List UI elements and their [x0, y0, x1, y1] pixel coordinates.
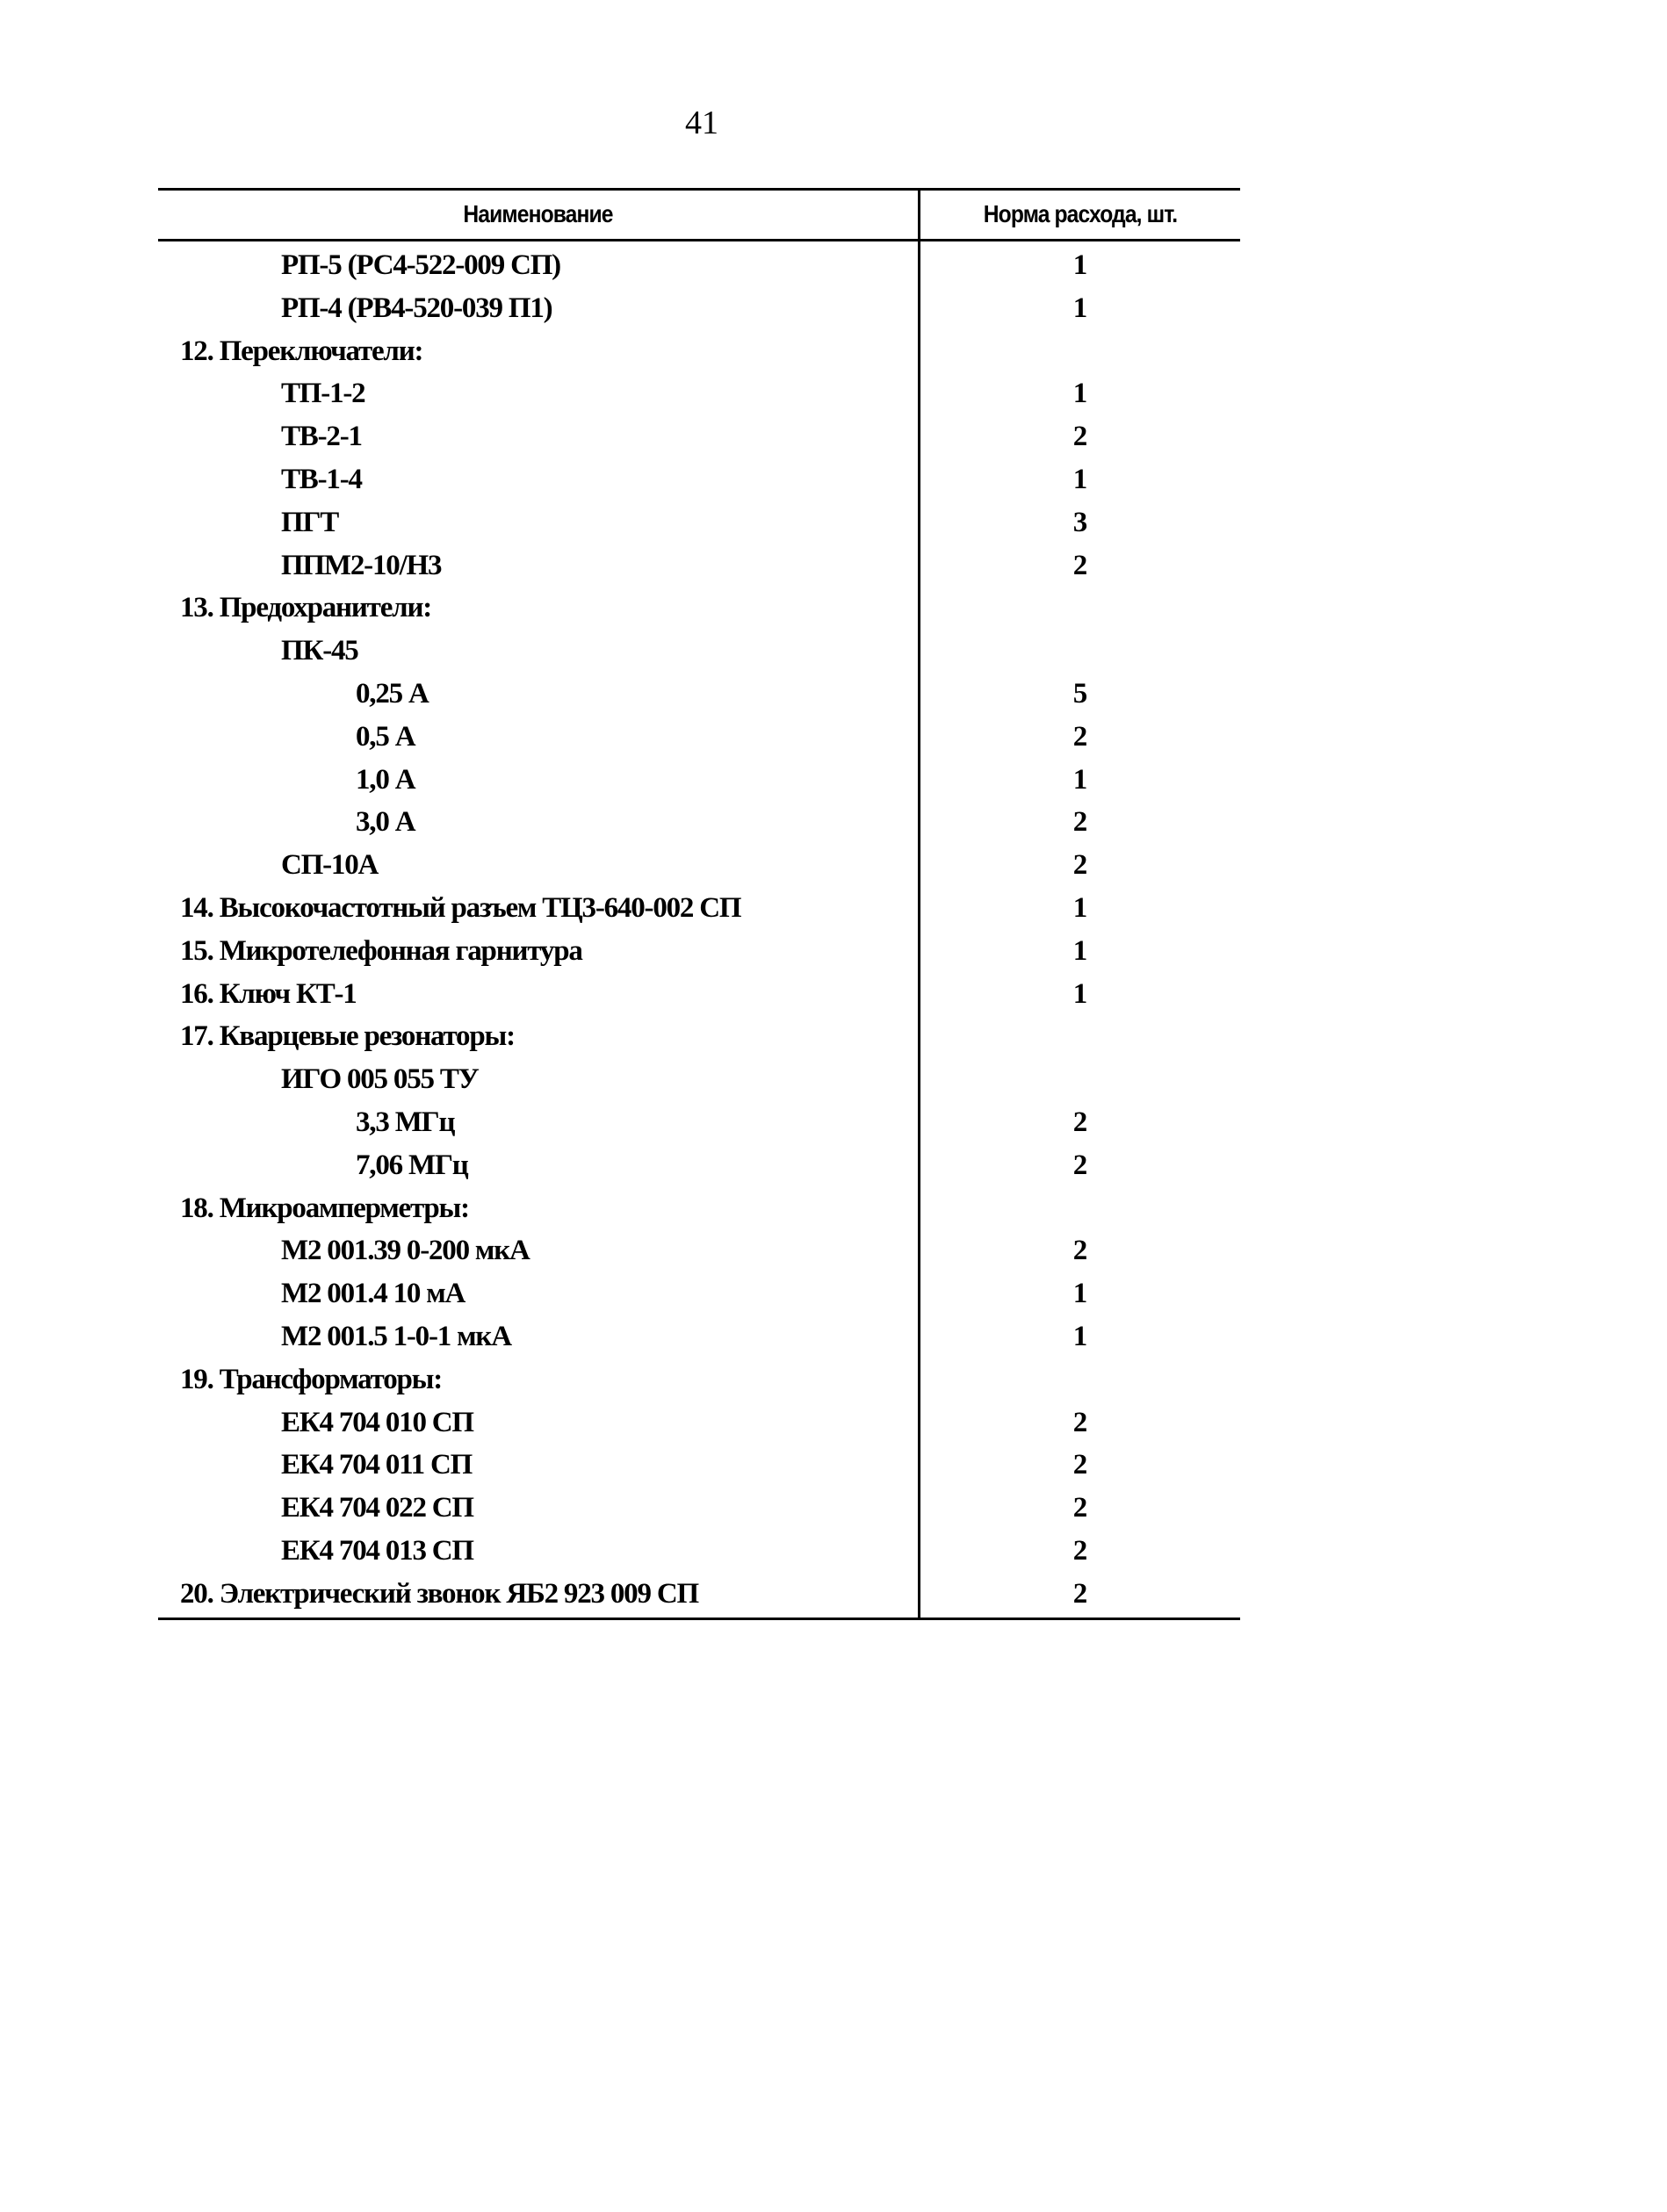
table-row	[158, 716, 1240, 759]
table-row	[158, 973, 1240, 1016]
table-row	[158, 1401, 1240, 1445]
table-row	[158, 1229, 1240, 1272]
row-quantity: 2	[1072, 849, 1088, 882]
table-row	[158, 844, 1240, 887]
row-item-name: 0,5 А	[356, 720, 415, 753]
row-section-title: 14. Высокочастотный разъем ТЦ3-640-002 СП	[180, 891, 741, 924]
table-row	[158, 673, 1240, 716]
row-item-name: ЕК4 704 013 СП	[281, 1534, 473, 1567]
row-section-title: 12. Переключатели:	[180, 335, 423, 367]
table-row	[158, 1272, 1240, 1315]
row-quantity: 2	[1072, 421, 1088, 453]
row-item-name: М2 001.39 0-200 мкА	[281, 1235, 530, 1267]
row-section-title: 16. Ключ КТ-1	[180, 977, 357, 1010]
row-item-name: 7,06 МГц	[356, 1149, 468, 1181]
row-item-name: ПК-45	[281, 635, 358, 667]
row-section-title: 18. Микроамперметры:	[180, 1192, 469, 1224]
row-item-name: РП-4 (РВ4-520-039 П1)	[281, 292, 552, 324]
row-quantity: 2	[1072, 1106, 1088, 1138]
table-row	[158, 287, 1240, 330]
header-qty: Норма расхода, шт.	[983, 200, 1178, 227]
table-row	[158, 458, 1240, 501]
row-quantity: 2	[1072, 1492, 1088, 1524]
row-quantity: 1	[1072, 292, 1088, 324]
table-row	[158, 630, 1240, 673]
row-quantity: 1	[1072, 1320, 1088, 1352]
table-row	[158, 244, 1240, 287]
table-row	[158, 587, 1240, 630]
table-row	[158, 759, 1240, 802]
row-quantity: 1	[1072, 249, 1088, 281]
row-item-name: 1,0 А	[356, 763, 415, 796]
table-bottom-rule	[158, 1618, 1240, 1620]
row-section-title: 13. Предохранители:	[180, 592, 432, 624]
row-quantity: 1	[1072, 977, 1088, 1010]
row-quantity: 5	[1072, 677, 1088, 710]
table-row	[158, 330, 1240, 373]
row-item-name: 0,25 А	[356, 677, 429, 710]
row-quantity: 2	[1072, 806, 1088, 839]
row-item-name: ТВ-1-4	[281, 463, 362, 495]
table-row	[158, 501, 1240, 544]
table-row	[158, 1144, 1240, 1187]
table-row	[158, 544, 1240, 587]
table-row	[158, 1530, 1240, 1573]
table-row	[158, 1358, 1240, 1401]
row-item-name: М2 001.4 10 мА	[281, 1278, 465, 1310]
row-item-name: СП-10А	[281, 849, 379, 882]
row-item-name: ИГО 005 055 ТУ	[281, 1063, 479, 1096]
row-item-name: ТП-1-2	[281, 378, 365, 410]
table-row	[158, 1187, 1240, 1230]
row-quantity: 1	[1072, 463, 1088, 495]
row-item-name: ПГТ	[281, 506, 339, 538]
row-quantity: 2	[1072, 1149, 1088, 1181]
row-item-name: ЕК4 704 010 СП	[281, 1406, 473, 1438]
table-row	[158, 1058, 1240, 1101]
row-section-title: 20. Электрический звонок ЯБ2 923 009 СП	[180, 1577, 698, 1610]
row-section-title: 17. Кварцевые резонаторы:	[180, 1020, 515, 1053]
row-item-name: ППМ2-10/Н3	[281, 549, 442, 581]
row-item-name: РП-5 (РС4-522-009 СП)	[281, 249, 560, 281]
table-row	[158, 801, 1240, 844]
row-quantity: 1	[1072, 1278, 1088, 1310]
header-name: Наименование	[463, 200, 613, 227]
row-quantity: 1	[1072, 763, 1088, 796]
row-quantity: 2	[1072, 1577, 1088, 1610]
table-body	[158, 244, 1240, 1616]
row-quantity: 1	[1072, 934, 1088, 967]
row-quantity: 2	[1072, 1235, 1088, 1267]
table-header	[158, 188, 1240, 239]
row-quantity: 2	[1072, 549, 1088, 581]
row-quantity: 2	[1072, 1406, 1088, 1438]
row-item-name: ЕК4 704 022 СП	[281, 1492, 473, 1524]
row-item-name: ЕК4 704 011 СП	[281, 1449, 473, 1481]
table-header-rule	[158, 239, 1240, 241]
table-row	[158, 1015, 1240, 1058]
table-row	[158, 1101, 1240, 1144]
page-number: 41	[685, 104, 718, 141]
row-quantity: 1	[1072, 378, 1088, 410]
table-row	[158, 1315, 1240, 1358]
row-quantity: 2	[1072, 720, 1088, 753]
table-row	[158, 1444, 1240, 1487]
row-item-name: ТВ-2-1	[281, 421, 362, 453]
table-row	[158, 1487, 1240, 1530]
row-quantity: 1	[1072, 891, 1088, 924]
table-row	[158, 887, 1240, 930]
row-section-title: 19. Трансформаторы:	[180, 1363, 442, 1395]
row-item-name: М2 001.5 1-0-1 мкА	[281, 1320, 511, 1352]
row-item-name: 3,3 МГц	[356, 1106, 455, 1138]
row-item-name: 3,0 А	[356, 806, 415, 839]
row-quantity: 3	[1072, 506, 1088, 538]
row-quantity: 2	[1072, 1449, 1088, 1481]
row-quantity: 2	[1072, 1534, 1088, 1567]
table-row	[158, 1573, 1240, 1616]
table-row	[158, 415, 1240, 458]
table-row	[158, 372, 1240, 415]
row-section-title: 15. Микротелефонная гарнитура	[180, 934, 582, 967]
table-row	[158, 930, 1240, 973]
